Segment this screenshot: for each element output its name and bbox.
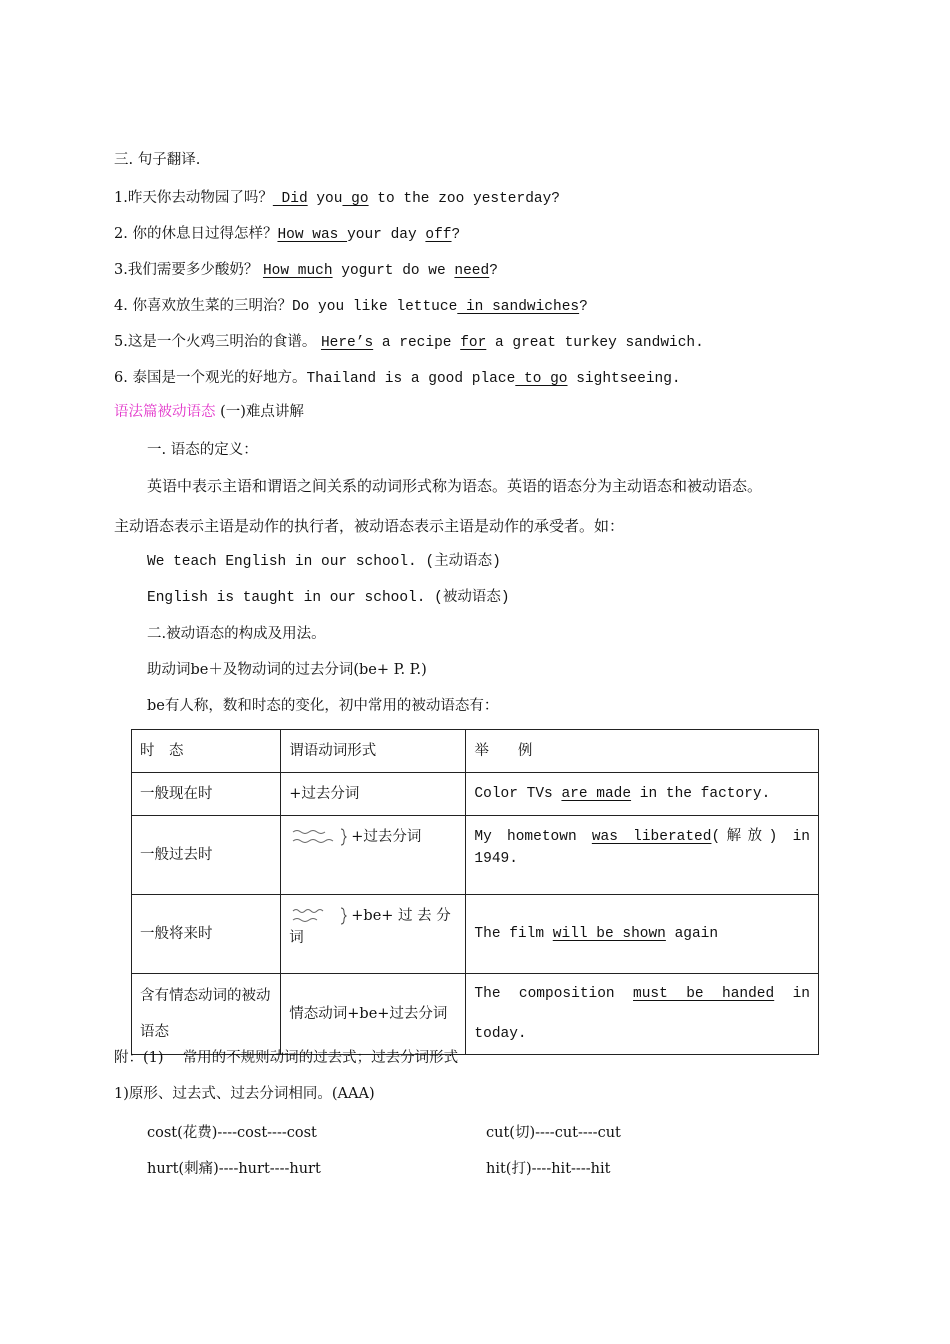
item-number: 6. [114, 370, 133, 386]
answer-blank: off [425, 227, 452, 243]
formation-title: 二.被动语态的构成及用法。 [147, 626, 326, 642]
answer-blank: Here’s [320, 335, 374, 351]
english-translation [292, 299, 588, 315]
definition-paragraph-2: 主动语态表示主语是动作的执行者，被动语态表示主语是动作的承受者。如： [114, 517, 625, 535]
verb-form-left: cost(花费)----cost----cost [147, 1125, 317, 1141]
sentence-text: ? [451, 227, 461, 243]
verb-form-right: cut(切)----cut----cut [486, 1125, 621, 1141]
sentence-text: Do you like lettuce [291, 299, 458, 315]
sentence-text: ? [579, 299, 588, 315]
form-cell [281, 816, 466, 895]
section-title: 三. 句子翻译. [114, 152, 201, 168]
example-text: The composition [474, 986, 634, 1002]
header-form: 谓语动词形式 [281, 730, 466, 773]
table-row [132, 773, 819, 816]
example-cell [466, 816, 819, 895]
example-text: (解放) in 1949. [474, 829, 810, 867]
chinese-sentence: 你的休息日过得怎样？ [132, 226, 278, 242]
english-translation [277, 227, 460, 243]
item-number: 3. [114, 262, 128, 278]
tense-cell: 含有情态动词的被动语态 [132, 974, 281, 1055]
item-number: 1. [114, 190, 128, 206]
example-text: in the factory. [631, 786, 771, 802]
table-row [132, 974, 819, 1055]
tense-cell: 一般过去时 [132, 816, 281, 895]
verb-form-left: hurt(刺痛)----hurt----hurt [147, 1161, 321, 1177]
example-text: in today. [474, 986, 810, 1042]
passive-voice-table [131, 729, 819, 1055]
sentence-text: your day [347, 227, 426, 243]
example-cell [466, 773, 819, 816]
handwritten-shall-will [289, 906, 347, 926]
example-text: Color TVs [474, 786, 562, 802]
verb-form-right: hit(打)----hit----hit [486, 1161, 611, 1177]
table-header-row [132, 730, 819, 773]
item-number: 5. [114, 334, 128, 350]
chinese-sentence: 这是一个火鸡三明治的食谱。 [127, 334, 321, 350]
translation-item [114, 296, 588, 317]
answer-blank: for [460, 335, 487, 351]
tense-cell: 一般将来时 [132, 895, 281, 974]
sentence-text: sightseeing. [567, 371, 681, 387]
definition-paragraph-1: 英语中表示主语和谓语之间关系的动词形式称为语态。英语的语态分为主动语态和被动语态。 [147, 477, 763, 495]
example-active: We teach English in our school. (主动语态) [147, 554, 501, 570]
example-underlined: must be handed [633, 986, 775, 1002]
translation-item [114, 368, 681, 389]
sentence-text: to the zoo yesterday? [368, 191, 561, 207]
grammar-heading-sub: (一)难点讲解 [215, 404, 304, 420]
translation-item [114, 188, 560, 209]
example-text: My hometown [474, 829, 592, 845]
appendix-title: 附：(1) 常用的不规则动词的过去式；过去分词形式 [114, 1050, 459, 1066]
tense-cell: 一般现在时 [132, 773, 281, 816]
appendix-subtitle: 1)原形、过去式、过去分词相同。(AAA) [114, 1086, 375, 1102]
form-text: +be+ 过 去 分词 [289, 908, 451, 946]
form-text: +过去分词 [351, 829, 422, 845]
header-tense: 时 态 [132, 730, 281, 773]
grammar-heading-title: 语法篇被动语态 [114, 404, 216, 420]
answer-blank: How much [262, 263, 333, 279]
answer-blank: How was [277, 227, 348, 243]
formation-note: be有人称，数和时态的变化，初中常用的被动语态有： [147, 698, 499, 714]
example-underlined: are made [561, 786, 632, 802]
form-cell [281, 895, 466, 974]
item-number: 2. [114, 226, 133, 242]
item-number: 4. [114, 298, 133, 314]
form-cell: 情态动词+be+过去分词 [281, 974, 466, 1055]
translation-item [114, 224, 460, 245]
english-translation [306, 371, 680, 387]
answer-blank: need [454, 263, 490, 279]
header-example: 举 例 [466, 730, 819, 773]
english-translation [321, 335, 704, 351]
example-cell [466, 974, 819, 1055]
example-text: The film [474, 926, 553, 942]
chinese-sentence: 泰国是一个观光的好地方。 [132, 370, 307, 386]
handwritten-was-were [289, 827, 347, 847]
example-underlined: will be shown [552, 926, 666, 942]
answer-blank: to go [515, 371, 568, 387]
definition-title: 一. 语态的定义： [147, 442, 258, 458]
grammar-heading [114, 402, 304, 422]
chinese-sentence: 你喜欢放生菜的三明治？ [132, 298, 292, 314]
chinese-sentence: 我们需要多少酸奶？ [127, 262, 263, 278]
english-translation [263, 263, 498, 279]
sentence-text: a recipe [373, 335, 461, 351]
example-text: again [665, 926, 719, 942]
translation-item [114, 332, 704, 353]
form-cell: +过去分词 [281, 773, 466, 816]
formation-rule: 助动词be＋及物动词的过去分词(be+ P. P.) [147, 662, 427, 678]
sentence-text: Thailand is a good place [306, 371, 516, 387]
table-row [132, 816, 819, 895]
chinese-sentence: 昨天你去动物园了吗？ [127, 190, 273, 206]
sentence-text: you [307, 191, 343, 207]
answer-blank: in sandwiches [457, 299, 580, 315]
sentence-text: ? [489, 263, 498, 279]
example-cell [466, 895, 819, 974]
sentence-text: yogurt do we [332, 263, 455, 279]
translation-item [114, 260, 498, 281]
example-underlined: was liberated [591, 829, 712, 845]
example-passive: English is taught in our school. (被动语态) [147, 590, 510, 606]
answer-blank: go [342, 191, 369, 207]
sentence-text: a great turkey sandwich. [486, 335, 704, 351]
english-translation [273, 191, 560, 207]
answer-blank: Did [272, 191, 308, 207]
table-row [132, 895, 819, 974]
